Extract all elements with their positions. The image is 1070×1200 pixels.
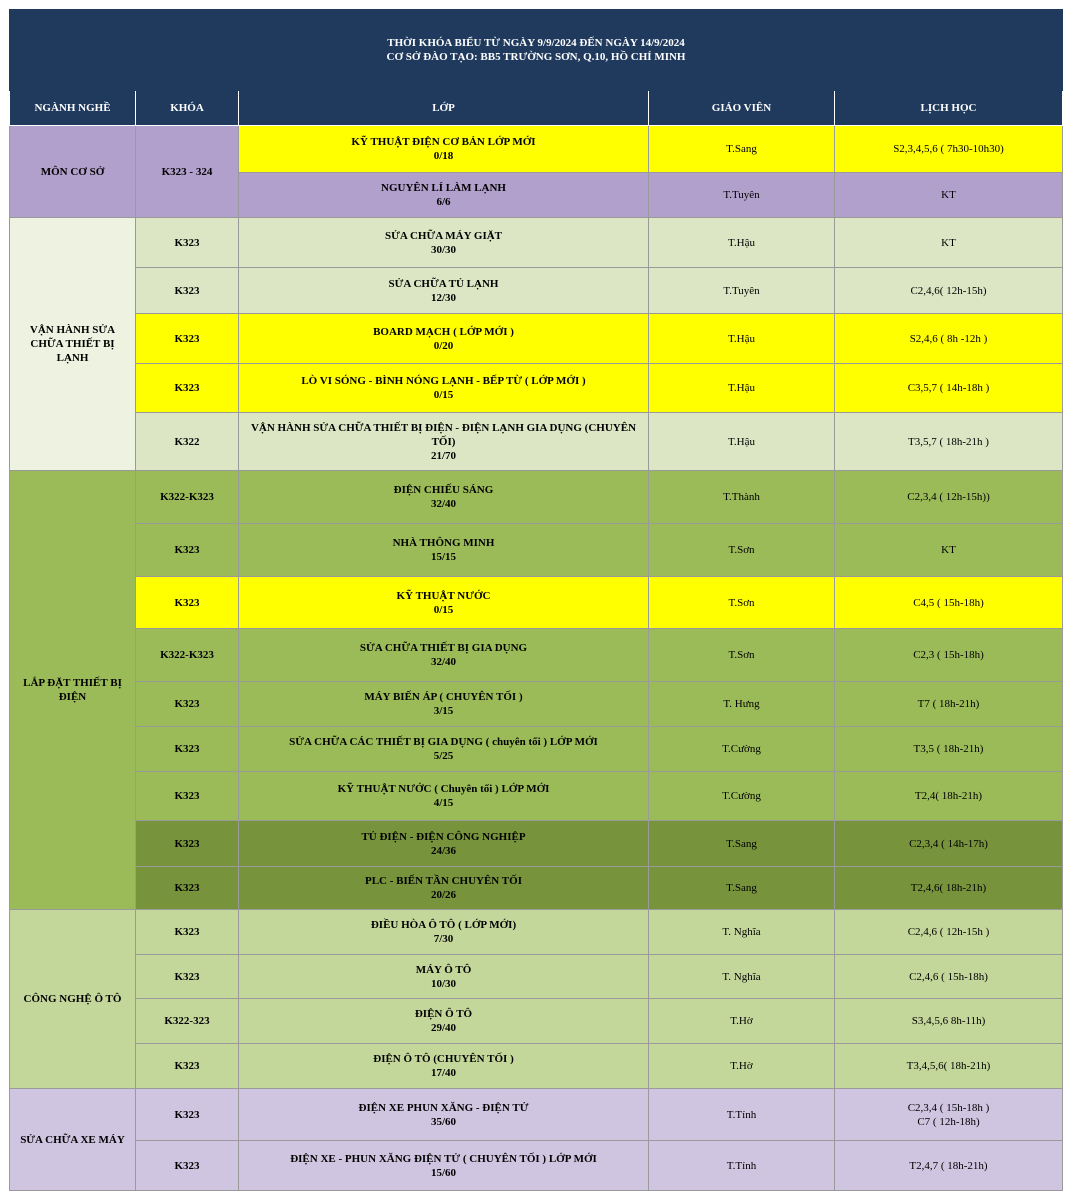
si-so: 24/36 — [430, 844, 457, 857]
lop-cell — [239, 314, 649, 364]
giao-vien-cell: T.Hậu — [649, 218, 835, 268]
lich-hoc-cell: T2,4,6( 18h-21h) — [835, 867, 1063, 910]
giao-vien-cell: T.Hờ — [649, 999, 835, 1044]
khoa-cell: K323 — [136, 1044, 239, 1089]
table-row — [10, 629, 1063, 682]
si-so: 29/40 — [430, 1022, 457, 1034]
table-row — [10, 364, 1063, 413]
si-so: 17/40 — [430, 1067, 457, 1079]
lop-cell — [239, 218, 649, 268]
lich-hoc-cell: S2,4,6 ( 8h -12h ) — [835, 314, 1063, 364]
giao-vien-cell: T.Thành — [649, 471, 835, 524]
khoa-cell: K322-K323 — [136, 471, 239, 524]
giao-vien-cell: T.Cường — [649, 772, 835, 821]
lop-cell — [239, 364, 649, 413]
lich-hoc-line-1: C2,3,4 ( 15h-18h ) — [907, 1101, 990, 1114]
si-so: 0/15 — [433, 603, 454, 616]
khoa-cell: K322-K323 — [136, 629, 239, 682]
lop-name: KỸ THUẬT NƯỚC ( Chuyên tối ) LỚP MỚI — [337, 783, 550, 795]
table-row — [10, 1141, 1063, 1191]
giao-vien-cell: T.Tính — [649, 1089, 835, 1141]
si-so: 12/30 — [430, 291, 457, 304]
giao-vien-cell: T.Sơn — [649, 629, 835, 682]
table-row — [10, 772, 1063, 821]
schedule-table — [9, 9, 1063, 1191]
lich-hoc-cell: C2,4,6 ( 12h-15h ) — [835, 910, 1063, 955]
table-row — [10, 471, 1063, 524]
lop-cell — [239, 727, 649, 772]
si-so: 30/30 — [430, 243, 457, 256]
lop-cell — [239, 910, 649, 955]
lop-name: SỬA CHỮA TỦ LẠNH — [388, 277, 499, 290]
giao-vien-cell: T.Sơn — [649, 524, 835, 577]
lop-name: SỬA CHỮA THIẾT BỊ GIA DỤNG — [359, 642, 528, 654]
si-so: 0/18 — [433, 150, 454, 162]
lich-hoc-cell: T3,4,5,6( 18h-21h) — [835, 1044, 1063, 1089]
lop-name: NGUYÊN LÍ LÀM LẠNH — [381, 182, 506, 194]
lop-name: LÒ VI SÓNG - BÌNH NÓNG LẠNH - BẾP TỪ ( LỚP MỚI ) — [301, 375, 586, 387]
lop-cell — [239, 268, 649, 314]
khoa-cell: K323 — [136, 1141, 239, 1191]
lop-cell — [239, 1044, 649, 1089]
lich-hoc-cell: C4,5 ( 15h-18h) — [835, 577, 1063, 629]
table-row — [10, 218, 1063, 268]
khoa-cell: K323 — [136, 364, 239, 413]
lop-name: PLC - BIẾN TẦN CHUYÊN TỐI — [365, 875, 522, 887]
si-so: 0/15 — [433, 389, 454, 401]
si-so: 10/30 — [430, 977, 457, 990]
lich-hoc-cell: KT — [835, 524, 1063, 577]
si-so: 4/15 — [433, 797, 454, 809]
khoa-cell: K323 — [136, 524, 239, 577]
si-so: 0/20 — [433, 339, 454, 352]
lop-name: MÁY BIẾN ÁP ( CHUYÊN TỐI ) — [364, 691, 523, 703]
lop-cell — [239, 471, 649, 524]
giao-vien-cell: T. Nghĩa — [649, 955, 835, 999]
lich-hoc-cell: C3,5,7 ( 14h-18h ) — [835, 364, 1063, 413]
lich-hoc-cell: T2,4( 18h-21h) — [835, 772, 1063, 821]
si-so: 21/70 — [430, 449, 457, 462]
si-so: 15/15 — [430, 551, 457, 563]
group-van-hanh: VẬN HÀNH SỬA CHỮA THIẾT BỊ LẠNH — [10, 218, 136, 471]
lop-cell — [239, 999, 649, 1044]
lop-name: VẬN HÀNH SỬA CHỮA THIẾT BỊ ĐIỆN - ĐIỆN LẠNH GIA DỤNG (CHUYÊN TỐI) — [250, 421, 637, 448]
lop-cell — [239, 1089, 649, 1141]
lop-cell — [239, 1141, 649, 1191]
lop-cell — [239, 682, 649, 727]
khoa-cell: K323 — [136, 727, 239, 772]
giao-vien-cell: T.Sang — [649, 821, 835, 867]
lop-name: KỸ THUẬT NƯỚC — [396, 589, 491, 602]
lop-name: MÁY Ô TÔ — [415, 963, 472, 976]
lich-hoc-cell: C2,4,6 ( 15h-18h) — [835, 955, 1063, 999]
lop-name: ĐIỆN Ô TÔ — [414, 1008, 473, 1020]
giao-vien-cell: T.Hậu — [649, 314, 835, 364]
header-nganh: NGÀNH NGHỀ — [10, 91, 136, 126]
khoa-cell: K323 — [136, 772, 239, 821]
lop-cell — [239, 629, 649, 682]
lop-name: KỸ THUẬT ĐIỆN CƠ BẢN LỚP MỚI — [351, 136, 536, 148]
lop-name: ĐIỆN XE - PHUN XĂNG ĐIỆN TỬ ( CHUYÊN TỐI ) LỚP MỚI — [290, 1152, 597, 1165]
table-row — [10, 314, 1063, 364]
giao-vien-cell: T.Hậu — [649, 364, 835, 413]
lich-hoc-cell: S2,3,4,5,6 ( 7h30-10h30) — [835, 126, 1063, 173]
title-line-1: THỜI KHÓA BIỂU TỪ NGÀY 9/9/2024 ĐẾN NGÀY 14/9/2024 — [387, 37, 685, 49]
si-so: 20/26 — [430, 889, 457, 901]
lop-cell — [239, 821, 649, 867]
lop-name: ĐIỆN CHIẾU SÁNG — [393, 484, 494, 496]
page-title — [10, 10, 1063, 91]
lop-cell — [239, 524, 649, 577]
table-row — [10, 577, 1063, 629]
lop-name: SỬA CHỮA CÁC THIẾT BỊ GIA DỤNG ( chuyên tối ) LỚP MỚI — [289, 736, 598, 748]
lop-cell — [239, 126, 649, 173]
lop-cell — [239, 413, 649, 471]
giao-vien-cell: T. Nghĩa — [649, 910, 835, 955]
lop-cell — [239, 173, 649, 218]
lich-hoc-cell: T2,4,7 ( 18h-21h) — [835, 1141, 1063, 1191]
khoa-cell: K323 — [136, 314, 239, 364]
giao-vien-cell: T.Tuyên — [649, 173, 835, 218]
group-lap-dat: LẮP ĐẶT THIẾT BỊ ĐIỆN — [10, 471, 136, 910]
lop-cell — [239, 867, 649, 910]
lich-hoc-cell: KT — [835, 173, 1063, 218]
table-row — [10, 999, 1063, 1044]
si-so: 5/25 — [433, 750, 454, 762]
lop-name: SỬA CHỮA MÁY GIẶT — [384, 229, 503, 242]
table-row — [10, 268, 1063, 314]
lich-hoc-cell: T3,5 ( 18h-21h) — [835, 727, 1063, 772]
khoa-cell: K323 — [136, 910, 239, 955]
lop-name: BOARD MẠCH ( LỚP MỚI ) — [373, 325, 514, 338]
lop-cell — [239, 577, 649, 629]
khoa-cell: K323 - 324 — [136, 126, 239, 218]
giao-vien-cell: T.Hậu — [649, 413, 835, 471]
lich-hoc-cell: C2,3 ( 15h-18h) — [835, 629, 1063, 682]
lop-cell — [239, 772, 649, 821]
lich-hoc-cell: S3,4,5,6 8h-11h) — [835, 999, 1063, 1044]
giao-vien-cell: T. Hưng — [649, 682, 835, 727]
giao-vien-cell: T.Cường — [649, 727, 835, 772]
khoa-cell: K323 — [136, 577, 239, 629]
table-row — [10, 955, 1063, 999]
lich-hoc-cell: C2,3,4 ( 12h-15h)) — [835, 471, 1063, 524]
giao-vien-cell: T.Sơn — [649, 577, 835, 629]
group-mon-co-so: MÔN CƠ SỞ — [10, 126, 136, 218]
lich-hoc-cell — [835, 1089, 1063, 1141]
lich-hoc-cell: T7 ( 18h-21h) — [835, 682, 1063, 727]
khoa-cell: K323 — [136, 1089, 239, 1141]
giao-vien-cell: T.Tính — [649, 1141, 835, 1191]
khoa-cell: K323 — [136, 218, 239, 268]
lich-hoc-cell: C2,4,6( 12h-15h) — [835, 268, 1063, 314]
header-khoa: KHÓA — [136, 91, 239, 126]
lop-name: ĐIỆN XE PHUN XĂNG - ĐIỆN TỬ — [358, 1101, 529, 1114]
lich-hoc-cell: KT — [835, 218, 1063, 268]
lop-name: NHÀ THÔNG MINH — [392, 537, 495, 549]
header-lop: LỚP — [239, 91, 649, 126]
title-line-2: CƠ SỞ ĐÀO TẠO: BB5 TRƯỜNG SƠN, Q.10, HỒ CHÍ MINH — [386, 51, 686, 63]
khoa-cell: K323 — [136, 867, 239, 910]
khoa-cell: K323 — [136, 955, 239, 999]
si-so: 35/60 — [430, 1115, 457, 1128]
khoa-cell: K322-323 — [136, 999, 239, 1044]
khoa-cell: K323 — [136, 821, 239, 867]
table-row — [10, 524, 1063, 577]
giao-vien-cell: T.Hờ — [649, 1044, 835, 1089]
si-so: 32/40 — [430, 498, 457, 510]
giao-vien-cell: T.Sang — [649, 867, 835, 910]
si-so: 32/40 — [430, 656, 457, 668]
giao-vien-cell: T.Tuyên — [649, 268, 835, 314]
lop-cell — [239, 955, 649, 999]
table-row — [10, 910, 1063, 955]
khoa-cell: K322 — [136, 413, 239, 471]
table-row — [10, 1044, 1063, 1089]
group-sua-chua-xe-may: SỬA CHỮA XE MÁY — [10, 1089, 136, 1191]
table-row — [10, 727, 1063, 772]
si-so: 3/15 — [433, 705, 454, 717]
giao-vien-cell: T.Sang — [649, 126, 835, 173]
table-row — [10, 682, 1063, 727]
header-lich-hoc: LỊCH HỌC — [835, 91, 1063, 126]
table-row — [10, 821, 1063, 867]
lop-name: ĐIỆN Ô TÔ (CHUYÊN TỐI ) — [373, 1053, 514, 1065]
table-row — [10, 413, 1063, 471]
table-row — [10, 867, 1063, 910]
group-cong-nghe-o-to: CÔNG NGHỆ Ô TÔ — [10, 910, 136, 1089]
lop-name: ĐIỀU HÒA Ô TÔ ( LỚP MỚI) — [370, 919, 517, 931]
si-so: 15/60 — [430, 1166, 457, 1179]
table-row — [10, 1089, 1063, 1141]
lich-hoc-cell: C2,3,4 ( 14h-17h) — [835, 821, 1063, 867]
lich-hoc-cell: T3,5,7 ( 18h-21h ) — [835, 413, 1063, 471]
lop-name: TỦ ĐIỆN - ĐIỆN CÔNG NGHIỆP — [361, 830, 526, 843]
header-giao-vien: GIÁO VIÊN — [649, 91, 835, 126]
khoa-cell: K323 — [136, 268, 239, 314]
si-so: 7/30 — [433, 933, 454, 945]
si-so: 6/6 — [436, 196, 451, 208]
lich-hoc-line-2: C7 ( 12h-18h) — [917, 1115, 980, 1128]
khoa-cell: K323 — [136, 682, 239, 727]
table-row — [10, 126, 1063, 173]
